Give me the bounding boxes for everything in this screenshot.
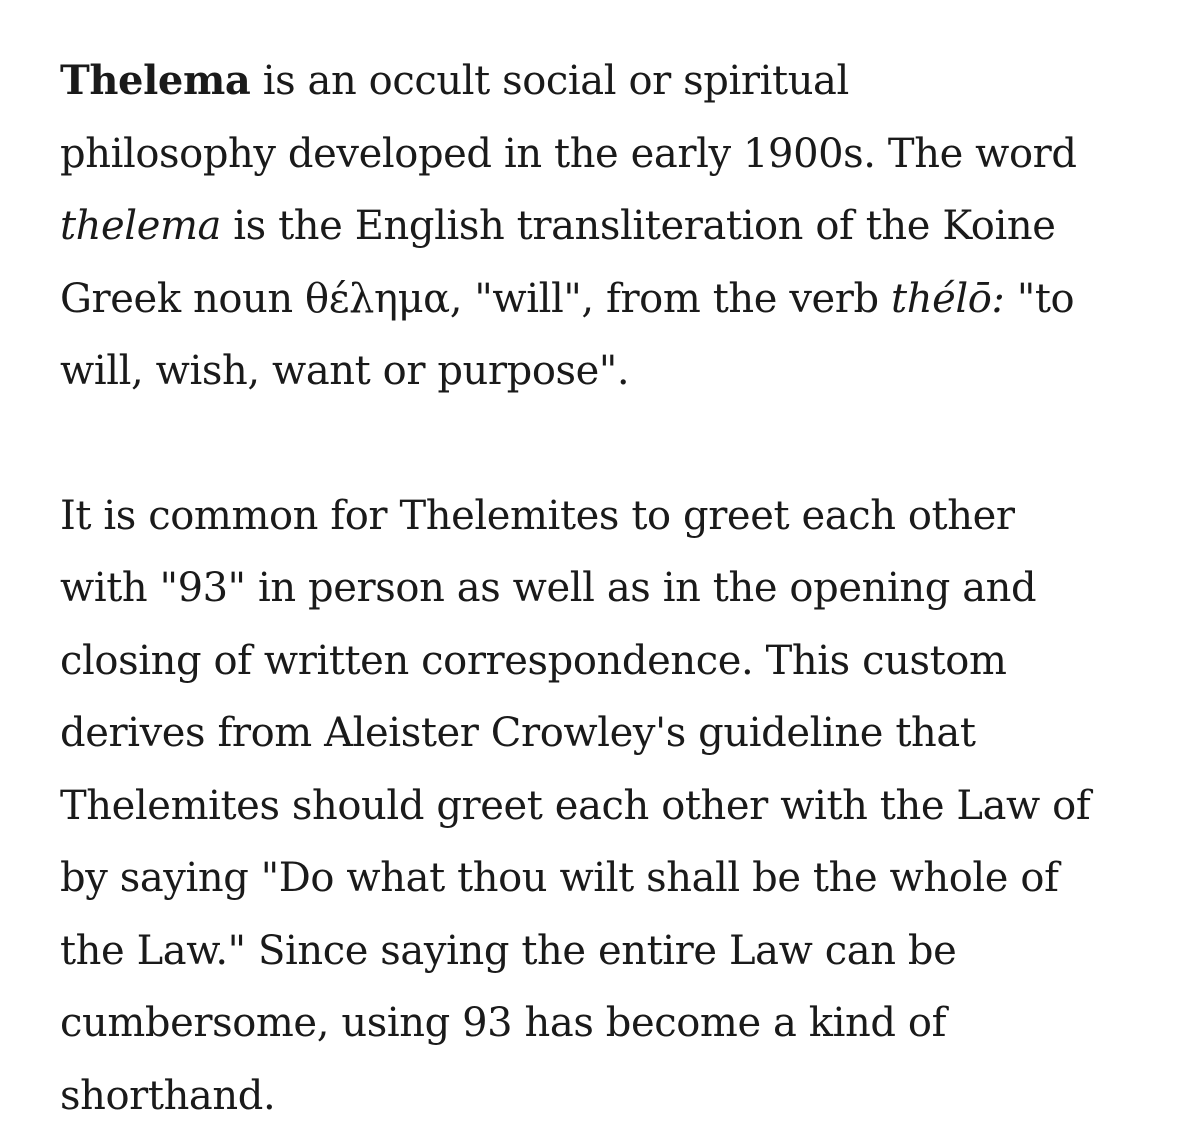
text-line [60, 190, 1160, 263]
term-thelema-bold: Thelema [60, 57, 250, 104]
text-line: with "93" in person as well as in the opening and [60, 552, 1160, 625]
text-line: the Law." Since saying the entire Law can be [60, 915, 1160, 988]
text-line [60, 263, 1160, 336]
text-line: It is common for Thelemites to greet each other [60, 480, 1160, 553]
text-line: derives from Aleister Crowley's guideline that [60, 697, 1160, 770]
text-line: shorthand. [60, 1060, 1160, 1132]
text-fragment: is an occult social or spiritual [250, 58, 849, 104]
text-fragment: "to [1005, 276, 1075, 322]
text-line: philosophy developed in the early 1900s. The word [60, 118, 1160, 191]
paragraph-93-greeting [60, 480, 1160, 1132]
text-line: by saying "Do what thou wilt shall be the whole of [60, 842, 1160, 915]
greek-verb-italic: thélō: [891, 276, 1004, 322]
article-body [60, 45, 1160, 1132]
text-fragment: Greek noun θέλημα, "will", from the verb [60, 276, 891, 322]
text-line [60, 45, 1160, 118]
text-line: cumbersome, using 93 has become a kind of [60, 987, 1160, 1060]
text-line: will, wish, want or purpose". [60, 335, 1160, 408]
text-fragment: is the English transliteration of the Koine [221, 203, 1056, 249]
text-line: closing of written correspondence. This custom [60, 625, 1160, 698]
term-thelema-italic: thelema [60, 203, 221, 249]
text-line: Thelemites should greet each other with the Law of [60, 770, 1160, 843]
paragraph-thelema-definition [60, 45, 1160, 408]
